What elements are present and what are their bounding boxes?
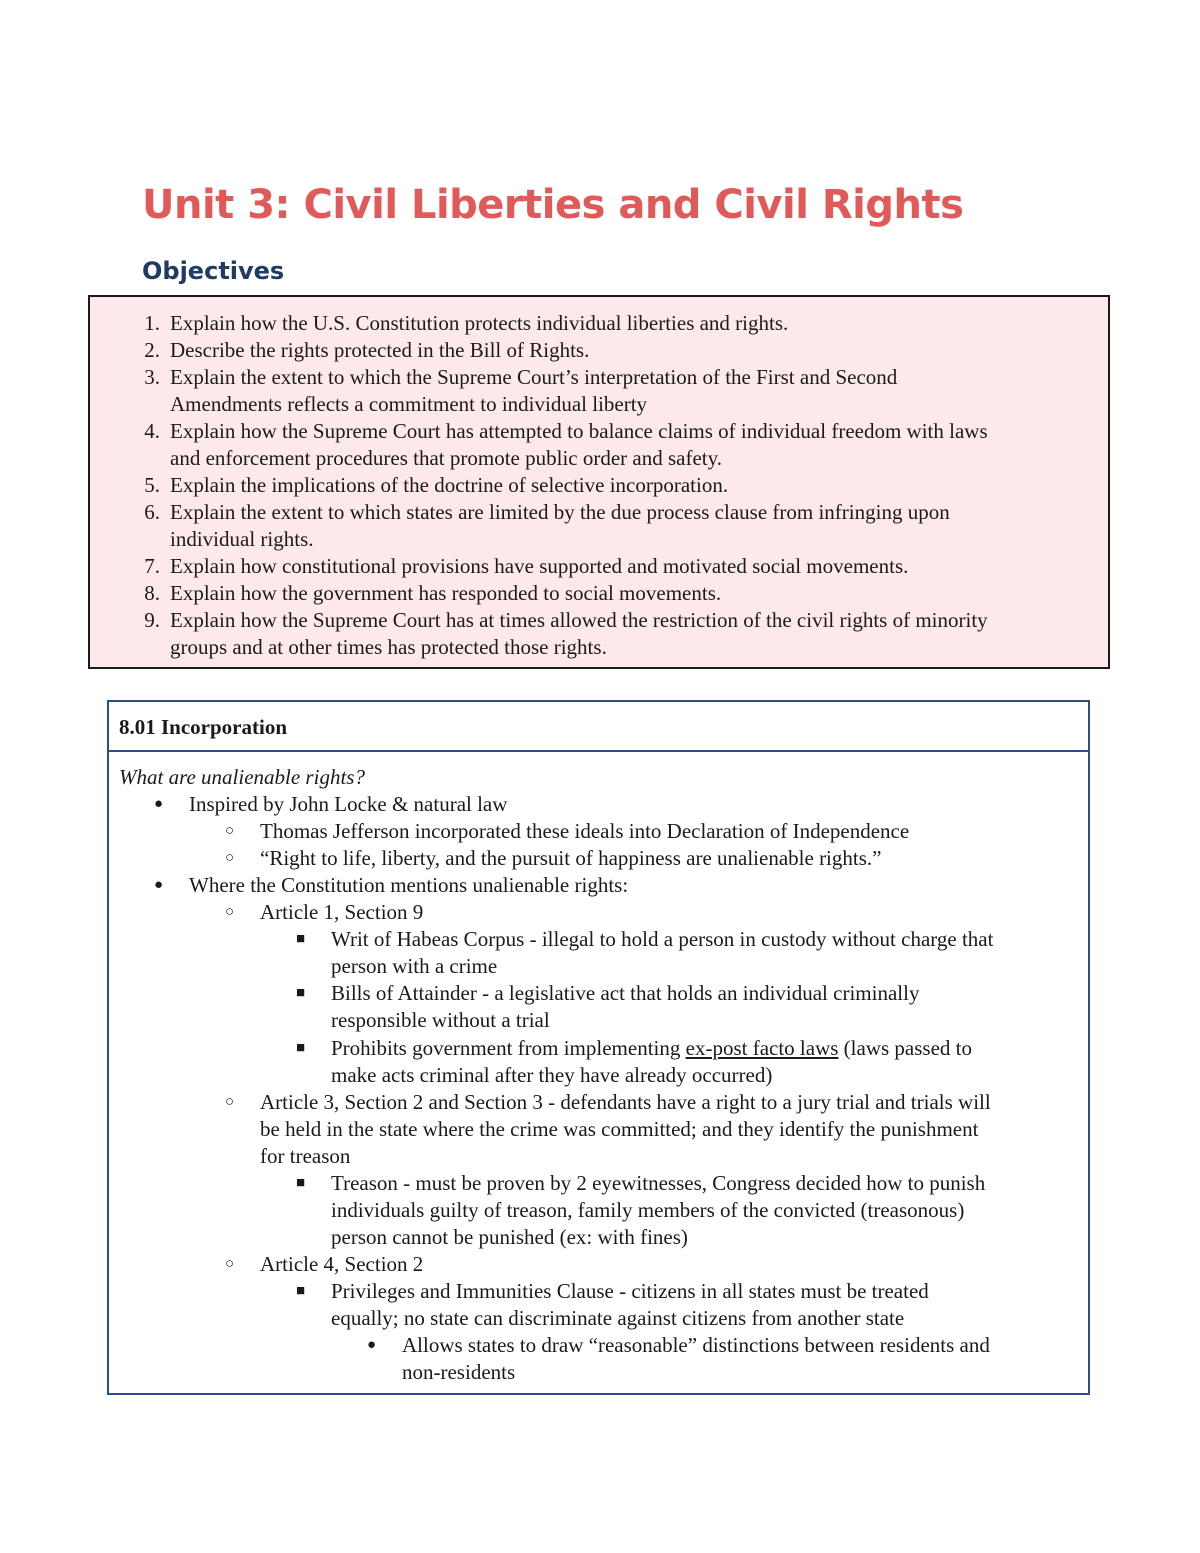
objective-text: Describe the rights protected in the Bill of Rights. bbox=[170, 338, 590, 362]
objective-text: Explain the extent to which states are limited by the due process clause from infringing upon bbox=[170, 500, 950, 524]
square-bullet-icon: ■ bbox=[296, 931, 306, 947]
objective-number: 3. bbox=[144, 365, 160, 389]
objective-item bbox=[90, 499, 1100, 553]
bullet-text-continued: be held in the state where the crime was committed; and they identify the punishment bbox=[260, 1117, 979, 1141]
objective-number: 6. bbox=[144, 500, 160, 524]
objective-number: 2. bbox=[144, 338, 160, 362]
objectives-box bbox=[88, 295, 1110, 669]
disc-bullet-icon: ● bbox=[154, 796, 164, 812]
circle-bullet-icon: ○ bbox=[225, 1256, 235, 1272]
circle-bullet-icon: ○ bbox=[225, 823, 235, 839]
circle-bullet-icon: ○ bbox=[225, 1094, 235, 1110]
square-bullet-icon: ■ bbox=[296, 1175, 306, 1191]
bullet-text-continued: make acts criminal after they have already occurred) bbox=[331, 1063, 773, 1087]
objective-item bbox=[90, 337, 1100, 364]
bullet-text bbox=[331, 1035, 972, 1062]
bullet-text: Allows states to draw “reasonable” distinctions between residents and bbox=[402, 1333, 990, 1357]
objective-text: Explain how constitutional provisions have supported and motivated social movements. bbox=[170, 554, 909, 578]
bullet-text: Bills of Attainder - a legislative act that holds an individual criminally bbox=[331, 981, 920, 1005]
circle-bullet-icon: ○ bbox=[225, 850, 235, 866]
objective-text-continued: groups and at other times has protected those rights. bbox=[170, 635, 607, 659]
disc-bullet-icon: ● bbox=[367, 1337, 377, 1353]
bullet-text-continued: non-residents bbox=[402, 1360, 516, 1384]
objective-text-continued: Amendments reflects a commitment to individual liberty bbox=[170, 392, 648, 416]
objective-item bbox=[90, 364, 1100, 418]
objective-number: 4. bbox=[144, 419, 160, 443]
objective-text: Explain how the Supreme Court has at times allowed the restriction of the civil rights of minority bbox=[170, 608, 988, 632]
bullet-text: Article 3, Section 2 and Section 3 - defendants have a right to a jury trial and trials will bbox=[260, 1090, 991, 1114]
objective-text: Explain how the U.S. Constitution protects individual liberties and rights. bbox=[170, 311, 789, 335]
bullet-text-continued: equally; no state can discriminate against citizens from another state bbox=[331, 1306, 905, 1330]
objective-item bbox=[90, 418, 1100, 472]
circle-bullet-icon: ○ bbox=[225, 904, 235, 920]
bullet-text-continued: responsible without a trial bbox=[331, 1008, 550, 1032]
bullet-text: Where the Constitution mentions unalienable rights: bbox=[189, 873, 629, 897]
objective-number: 1. bbox=[144, 311, 160, 335]
objective-item bbox=[90, 580, 1100, 607]
objective-item bbox=[90, 310, 1100, 337]
bullet-text: Inspired by John Locke & natural law bbox=[189, 792, 508, 816]
page-title: Unit 3: Civil Liberties and Civil Rights bbox=[142, 182, 964, 228]
objective-text: Explain how the government has responded to social movements. bbox=[170, 581, 722, 605]
objectives-heading: Objectives bbox=[142, 257, 285, 285]
disc-bullet-icon: ● bbox=[154, 877, 164, 893]
objective-text-continued: and enforcement procedures that promote public order and safety. bbox=[170, 446, 722, 470]
question: What are unalienable rights? bbox=[119, 765, 365, 789]
objectives-list bbox=[90, 310, 1100, 661]
objective-text: Explain the extent to which the Supreme Court’s interpretation of the First and Second bbox=[170, 365, 898, 389]
bullet-text: Treason - must be proven by 2 eyewitnesses, Congress decided how to punish bbox=[331, 1171, 986, 1195]
objective-item bbox=[90, 472, 1100, 499]
objective-number: 9. bbox=[144, 608, 160, 632]
objective-text: Explain how the Supreme Court has attempted to balance claims of individual freedom with laws bbox=[170, 419, 988, 443]
bullet-text-continued: individuals guilty of treason, family members of the convicted (treasonous) bbox=[331, 1198, 965, 1222]
square-bullet-icon: ■ bbox=[296, 1283, 306, 1299]
bullet-text-continued: for treason bbox=[260, 1144, 351, 1168]
notes-section bbox=[107, 700, 1090, 1395]
bullet-text: Article 4, Section 2 bbox=[260, 1252, 424, 1276]
section-heading: 8.01 Incorporation bbox=[109, 702, 1088, 752]
objective-text: Explain the implications of the doctrine of selective incorporation. bbox=[170, 473, 729, 497]
bullet-text: Article 1, Section 9 bbox=[260, 900, 424, 924]
text-segment: Prohibits government from implementing bbox=[331, 1036, 686, 1060]
square-bullet-icon: ■ bbox=[296, 1040, 306, 1056]
ex-post-facto-term: ex-post facto laws bbox=[685, 1036, 839, 1060]
objective-number: 8. bbox=[144, 581, 160, 605]
bullet-text: Thomas Jefferson incorporated these ideals into Declaration of Independence bbox=[260, 819, 910, 843]
objective-number: 7. bbox=[144, 554, 160, 578]
text-segment: (laws passed to bbox=[838, 1036, 972, 1060]
objective-text-continued: individual rights. bbox=[170, 527, 314, 551]
objective-item bbox=[90, 607, 1100, 661]
bullet-text: Writ of Habeas Corpus - illegal to hold a person in custody without charge that bbox=[331, 927, 994, 951]
bullet-text-continued: person cannot be punished (ex: with fines) bbox=[331, 1225, 688, 1249]
objective-number: 5. bbox=[144, 473, 160, 497]
bullet-text-continued: person with a crime bbox=[331, 954, 498, 978]
bullet-text: “Right to life, liberty, and the pursuit of happiness are unalienable rights.” bbox=[260, 846, 882, 870]
square-bullet-icon: ■ bbox=[296, 985, 306, 1001]
objective-item bbox=[90, 553, 1100, 580]
bullet-text: Privileges and Immunities Clause - citizens in all states must be treated bbox=[331, 1279, 929, 1303]
